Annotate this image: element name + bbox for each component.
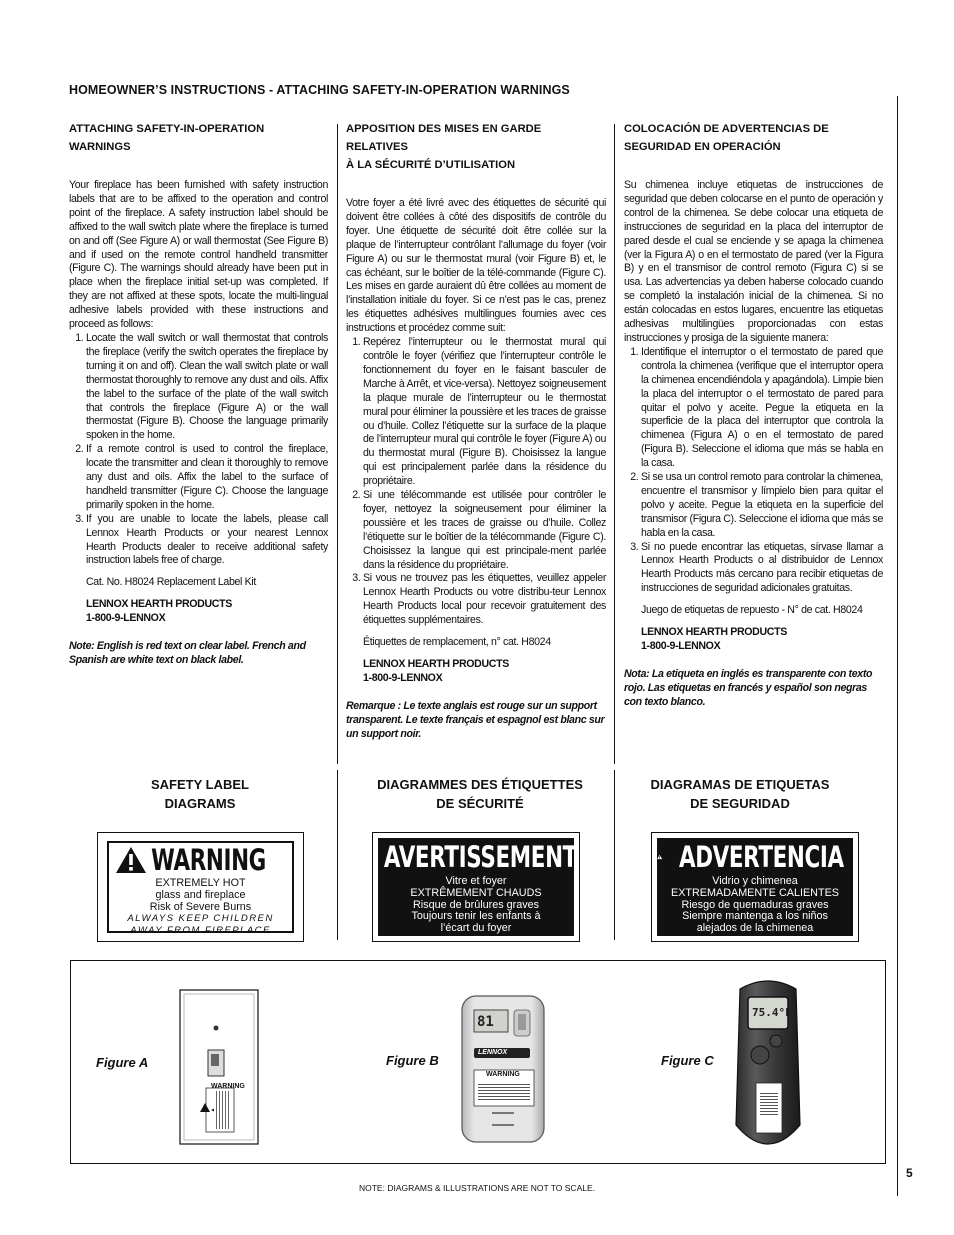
column-divider-2-lower [614,770,615,940]
list-item: 3. Si no puede encontrar las etiquetas, sírvase llamar a Lennox Hearth Products o al distribuidor de Lennox Hearth Products más cercano para recibir etiquetas de instrucciones de seguridad adicionales gratuitas. [641,541,883,597]
diagram-heading-fr: DIAGRAMMES DES ÉTIQUETTES DE SÉCURITÉ [377,777,583,811]
french-intro: Votre foyer a été livré avec des étiquettes de sécurité qui doivent être collées à côté des dispositifs de contrôle du foyer. Une étiquette de sécurité doit être collée sur la plaque de l’interrupteur contrôlant l’allumage du foyer (voir Figure A) ou sur le thermostat mural (voir Figure B) et, le cas échéant, sur le boîtier de la télé-commande (Figure C). Les mises en garde auraient dû être collées au moment de l’installation initiale du foyer. Si ce n’est pas le cas, prenez les étiquettes adhésives multilingues fournies avec ces instructions et procédez comme suit: [346,197,606,335]
svg-text:▲: ▲ [210,1107,216,1113]
english-steps [69,332,328,568]
diagram-heading-es: DIAGRAMAS DE ETIQUETAS DE SEGURIDAD [650,777,830,811]
list-item: 2. If a remote control is used to control the fireplace, locate the transmitter and clean it thoroughly to remove any dust and oils. Affix the label to the surface of handheld transmitter (Figure C). Choose the language primarily spoken in the home. [86,443,328,513]
english-column [69,120,328,668]
list-item: 1. Identifique el interruptor o el termostato de pared que controla la chimenea (verifique que el interruptor opera la chimenea encendiéndola y apagándola). Limpie bien la placa del interruptor o el termostato de pared para quitar el polvo y aceite. Pegue la etiqueta en la superficie de la placa del interruptor que controla la chimenea (Figura A) o en el termostato de pared (Figura B). Seleccione el idioma que más se habla en la casa. [641,346,883,471]
remote-control-illustration [730,975,806,1157]
french-column [346,120,606,742]
french-note: Remarque : Le texte anglais est rouge sur un support transparent. Le texte français et espagnol est blanc sur un support noir. [346,699,605,740]
figure-c-label: Figure C [661,1053,714,1068]
french-title: APPOSITION DES MISES EN GARDE RELATIVES À LA SÉCURITÉ D’UTILISATION [346,123,542,171]
english-warning-label: WARNING EXTREMELY HOT glass and fireplace Risk of Severe Burns ALWAYS KEEP CHILDREN AWAY FROM FIREPLACE [97,832,304,942]
label-signal-word: WARNING [151,843,266,877]
figure-b-label: Figure B [386,1053,439,1068]
wall-thermostat-illustration [460,994,546,1144]
label-signal-word: AVERTISSEMENT [383,840,577,874]
wall-switch-illustration [178,988,262,1148]
warning-triangle-icon [657,843,662,871]
english-title: ATTACHING SAFETY-IN-OPERATION WARNINGS [69,123,265,153]
english-company: LENNOX HEARTH PRODUCTS 1-800-9-LENNOX [86,598,232,625]
spanish-note: Nota: La etiqueta en inglés es transparente con texto rojo. Las etiquetas en francés y español son negras con texto blanco. [624,667,873,708]
english-intro: Your fireplace has been furnished with safety instruction labels that are to be affixed to the operation and control point of the fireplace. A safety instruction label should be affixed to the wall switch plate where the fireplace is turned on and off (See Figure A) or wall thermostat (See Figure B) and if used on the remote control handheld transmitter (Figure C). The warnings should already have been put in place when the fireplace initial set-up was completed. If they are not affixed at these spots, locate the multi-lingual adhesive labels provided with these instructions and proceed as follows: [69,179,328,331]
column-divider-2 [614,124,615,764]
thermostat-brand: LENNOX [478,1049,508,1056]
spanish-catalog: Juego de etiquetas de repuesto - N° de cat. H8024 [641,604,863,617]
spanish-title: COLOCACIÓN DE ADVERTENCIAS DE SEGURIDAD EN OPERACIÓN [624,123,829,153]
spanish-company: LENNOX HEARTH PRODUCTS 1-800-9-LENNOX [641,626,787,652]
french-company: LENNOX HEARTH PRODUCTS 1-800-9-LENNOX [363,658,509,684]
diagram-heading-en: SAFETY LABEL DIAGRAMS [151,777,249,811]
page-heading: HOMEOWNER’S INSTRUCTIONS - ATTACHING SAFETY-IN-OPERATION WARNINGS [69,82,570,97]
list-item: 3. If you are unable to locate the labels, please call Lennox Hearth Products or your nearest Lennox Hearth Products dealer to receive additional safety instruction labels free of charge. [86,513,328,569]
english-catalog: Cat. No. H8024 Replacement Label Kit [86,576,256,589]
warning-triangle-icon [115,846,147,874]
spanish-column [624,120,883,710]
figure-a-label: Figure A [96,1055,149,1070]
mini-warning-text: WARNING [486,1071,520,1078]
list-item: 1. Repérez l’interrupteur ou le thermostat mural qui contrôle le foyer (vérifiez que l’interrupteur contrôle le fonctionnement du foyer en le faisant basculer de Marche à Arrêt, et vice-versa). Nettoyez soigneusement la plaque murale de l’interrupteur ou le thermostat mural pour éliminer la poussière et les traces de graisse ou d’huile. Collez l’étiquette sur la surface de la plaque de l’interrupteur mural qui contrôle le foyer (Figure A) ou du thermostat mural (Figure B). Choisissez la langue qui est principalement parlée dans la résidence du propriétaire. [363,336,606,489]
spanish-steps [624,346,883,596]
french-steps [346,336,606,628]
english-note: Note: English is red text on clear label. French and Spanish are white text on black label. [69,640,306,666]
scale-footnote: NOTE: DIAGRAMS & ILLUSTRATIONS ARE NOT TO SCALE. [358,1183,595,1193]
mini-warning-text: WARNING [211,1083,245,1090]
list-item: 1. Locate the wall switch or wall thermostat that controls the fireplace (verify the switch operates the fireplace by turning it on and off). Clean the wall switch plate or wall thermostat thoroughly to remove any dust and oils. Affix the label to the surface of the plate of the wall switch that controls the fireplace (Figure A) or the wall thermostat (Figure B). Choose the language primarily spoken in the home. [86,332,328,443]
list-item: 3. Si vous ne trouvez pas les étiquettes, veuillez appeler Lennox Hearth Products ou votre distribu-teur Lennox Hearth Products local pour recevoir gratuitement des étiquettes supplémentaires. [363,572,606,628]
list-item: 2. Si se usa un control remoto para controlar la chimenea, encuentre el transmisor y límpielo bien para quitar el polvo y aceite. Pegue la etiqueta en la superficie del transmisor (Figura C). Seleccione el idioma que más se habla en la casa. [641,471,883,541]
page-margin-rule [897,96,898,1196]
thermostat-display: 81 [477,1014,494,1030]
remote-display: 75.4°F [752,1006,792,1019]
spanish-intro: Su chimenea incluye etiquetas de instrucciones de seguridad que deben colocarse en el punto de operación y control de la chimenea. Se debe colocar una etiqueta de instrucciones de seguridad en la placa del interruptor de pared desde el cual se enciende y se apaga la chimenea (ver la Figura A) o en el termostato de pared (ver la Figura B) y en el transmisor de control remoto (Figura C) si se usa. Las advertencias ya deben haberse colocado cuando se completó la instalación inicial de la chimenea. Si no están colocadas en estos lugares, encuentre las etiquetas adhesivas multilingües proporcionadas con estas instrucciones y prosiga de la siguiente manera: [624,179,883,344]
column-divider-1 [337,124,338,764]
french-warning-label: AVERTISSEMENT Vitre et foyer EXTRÊMEMENT CHAUDS Risque de brûlures graves Toujours tenir les enfants à l’écart du foyer [372,832,580,942]
list-item: 2. Si une télécommande est utilisée pour contrôler le foyer, nettoyez la soigneusement pour éliminer la poussière et les traces de graisse ou d’huile. Collez l’étiquette sur le boîtier de la télécommande (Figure C). Choisissez la langue qui est principale-ment parlée dans la résidence du propriétaire. [363,489,606,572]
french-catalog: Étiquettes de remplacement, n° cat. H8024 [363,636,551,649]
page-number: 5 [906,1166,913,1180]
label-signal-word: ADVERTENCIA [679,840,845,874]
column-divider-1-lower [337,770,338,940]
spanish-warning-label: ADVERTENCIA Vidrio y chimenea EXTREMADAMENTE CALIENTES Riesgo de quemaduras graves Siempre mantenga a los niños alejados de la chimenea [651,832,859,942]
